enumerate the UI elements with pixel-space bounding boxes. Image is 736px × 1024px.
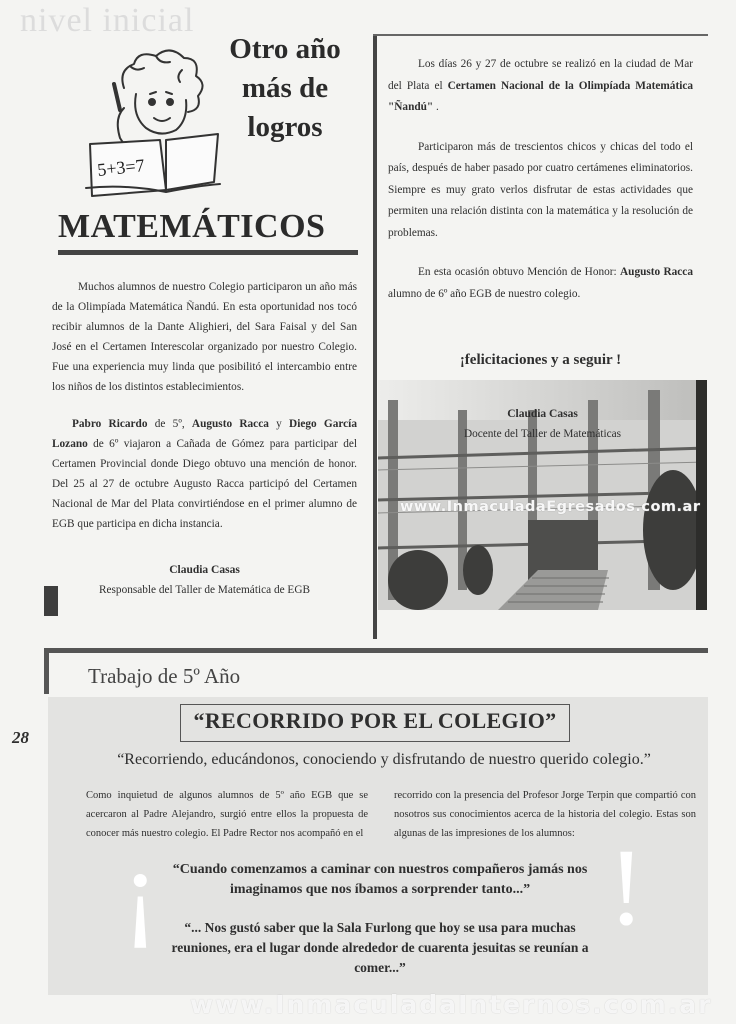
equation-text: 5+3=7 (96, 155, 146, 180)
right-p3-text-2: alumno de 6º año EGB de nuestro colegio. (388, 287, 581, 300)
cartoon-student-illustration (84, 48, 224, 198)
bottom-column-2: recorrido con la presencia del Profesor Jorge Terpin que compartió con nosotros sus conocimientos acerca de la historia del colegio. Estas son algunas de las impresiones de los alumnos: (394, 790, 696, 839)
honor-student-name: Augusto Racca (620, 266, 693, 278)
headline-text: “RECORRIDO POR EL COLEGIO” (193, 708, 557, 733)
right-signature-name: Claudia Casas (507, 408, 578, 420)
right-p1-text-1: Los días 26 y 27 de octubre se realizó en la ciudad de Mar del Plata el (388, 58, 693, 92)
right-p3-text-1: En esta ocasión obtuvo Mención de Honor: (418, 266, 620, 278)
left-paragraph-2 (52, 414, 357, 534)
bleed-through-text: nivel inicial (20, 2, 195, 39)
right-signature-role: Docente del Taller de Matemáticas (463, 428, 622, 440)
article-title-small: Otro año más de logros (229, 33, 341, 143)
student-name-augusto: Augusto Racca (191, 418, 269, 430)
bottom-frame-top (44, 648, 708, 653)
right-paragraph-2: Participaron más de trescientos chicos y chicas del todo el país, después de haber pasado por cuatro certámenes eliminatorios. Siempre es muy grato verlos disfrutar de estas actividades que permiten una relación distinta con la matemática y la resolución de problemas. (388, 140, 693, 239)
left-article-body (52, 277, 357, 551)
student-quote-2: “... Nos gustó saber que la Sala Furlong que hoy se usa para muchas reuniones, era el lugar donde alrededor de cuarenta jesuitas se reunían a comer...” (171, 920, 589, 975)
left-paragraph-1: Muchos alumnos de nuestro Colegio participaron un año más de la Olimpíada Matemática Ñandú. En esta oportunidad nos tocó recibir alumnos de la Dante Alighieri, del Sara Faisal y del San José en el Certamen Interescolar organizado por nuestro Colegio. Fue una experiencia muy linda que posibilitó el intercambio entre los niños de los distintos establecimientos. (52, 281, 357, 393)
right-paragraph-1 (388, 54, 693, 119)
headline-subtitle: “Recorriendo, educándonos, conociendo y disfrutando de nuestro querido colegio.” (117, 751, 651, 768)
left-p2-text-3: de 6º viajaron a Cañada de Gómez para participar del Certamen Provincial donde Diego obtuvo una mención de honor. Del 25 al 27 de octubre Augusto Racca participó del Certamen Nacional de Mar del Plata convirtiéndose en el primer alumno de EGB que participa en dicha instancia. (52, 438, 357, 530)
page-number: 28 (12, 728, 29, 747)
left-signature (52, 560, 357, 600)
right-p1-text-2: . (433, 101, 439, 113)
watermark-bottom: www.InmaculadaInternos.com.ar (190, 990, 713, 1019)
title-underline (58, 250, 358, 255)
left-p2-text-2: y (268, 418, 290, 430)
bottom-frame-left (44, 648, 49, 694)
left-p2-text-1: de 5º, (147, 418, 192, 430)
exclamation-close-glyph: ! (608, 826, 645, 948)
section-label: Trabajo de 5º Año (88, 664, 241, 688)
exclamation-open-glyph: ¡ (122, 828, 159, 950)
right-frame-vertical (373, 34, 377, 639)
decorative-bar (44, 586, 58, 616)
bottom-column-1: Como inquietud de algunos alumnos de 5º año EGB que se acercaron al Padre Alejandro, surgió entre ellos la propuesta de conocer más nuestro colegio. El Padre Rector nos acompañó en el (86, 790, 368, 839)
right-article-body (388, 54, 693, 323)
photo-signature (400, 404, 685, 444)
student-name-pabro: Pabro Ricardo (72, 418, 148, 430)
watermark-middle: www.InmaculadaEgresados.com.ar (400, 499, 701, 515)
student-quote-1: “Cuando comenzamos a caminar con nuestros compañeros jamás nos imaginamos que nos íbamos a sorprender tanto...” (172, 862, 588, 897)
student-name-diego: Diego García Lozano (52, 418, 357, 450)
right-frame-horizontal (373, 34, 708, 36)
right-paragraph-3 (388, 262, 693, 305)
left-signature-name: Claudia Casas (169, 564, 240, 576)
left-signature-role: Responsable del Taller de Matemática de EGB (98, 584, 311, 596)
congratulations-text: ¡felicitaciones y a seguir ! (459, 352, 622, 368)
article-title-main: MATEMÁTICOS (58, 208, 326, 245)
right-p1-bold: Certamen Nacional de la Olimpíada Matemática "Ñandú" (388, 79, 694, 113)
